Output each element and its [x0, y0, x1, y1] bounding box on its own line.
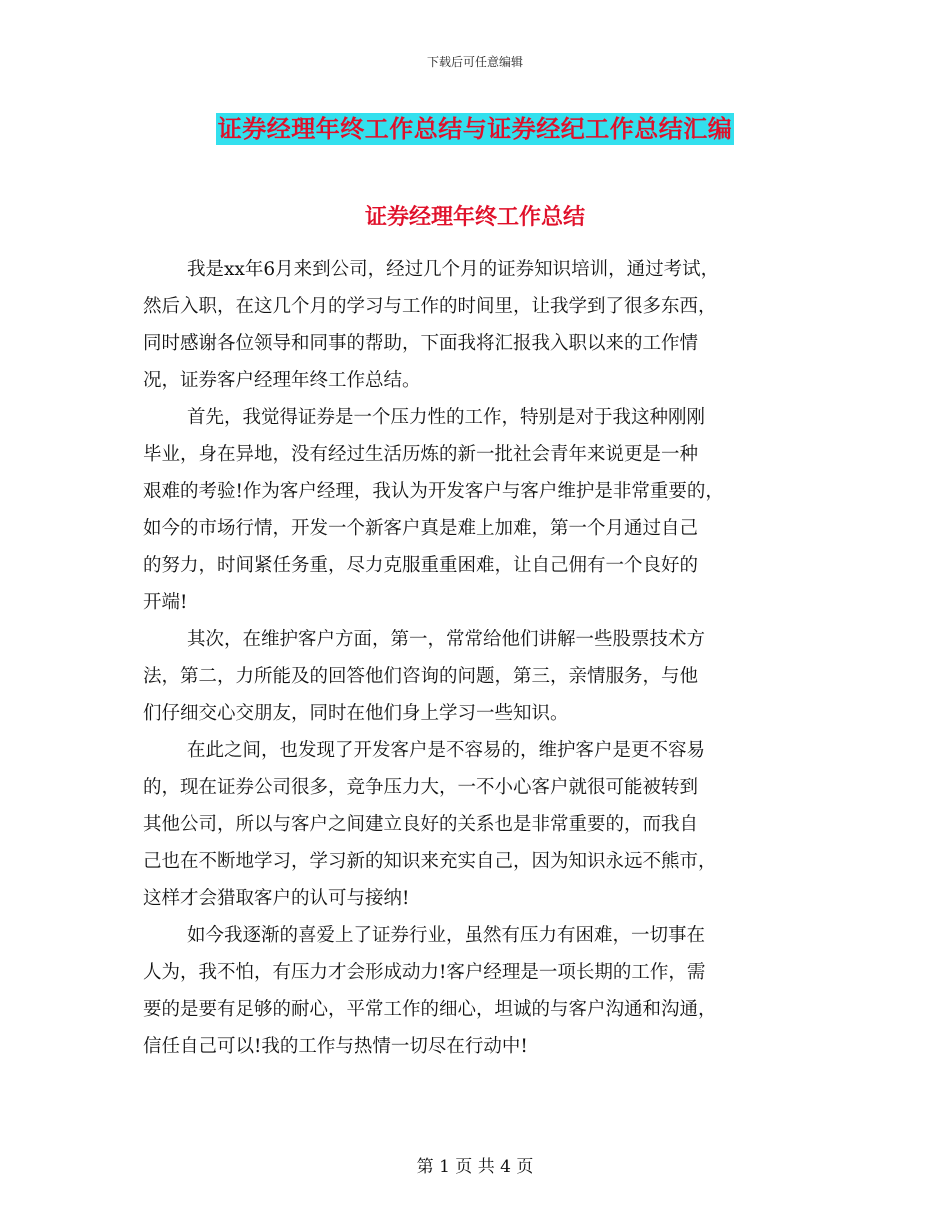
body-line: 这样才会猎取客户的认可与接纳!	[143, 888, 410, 909]
main-title-wrap	[0, 113, 950, 145]
body-line: 况，证券客户经理年终工作总结。	[143, 370, 421, 391]
body-line: 人为，我不怕，有压力才会形成动力!客户经理是一项长期的工作，需	[143, 962, 706, 983]
body-line: 毕业，身在异地，没有经过生活历炼的新一批社会青年来说更是一种	[143, 444, 699, 465]
body-line: 信任自己可以!我的工作与热情一切尽在行动中!	[143, 1036, 528, 1057]
body-line: 法，第二，力所能及的回答他们咨询的问题，第三，亲情服务，与他	[143, 666, 699, 687]
body-line: 首先，我觉得证券是一个压力性的工作，特别是对于我这种刚刚	[187, 407, 706, 428]
section-title: 证券经理年终工作总结	[364, 204, 585, 230]
body-line: 我是xx年6月来到公司，经过几个月的证券知识培训，通过考试，	[187, 259, 720, 280]
header-note: 下载后可任意编辑	[426, 55, 523, 69]
page-footer: 第 1 页 共 4 页	[416, 1157, 534, 1177]
body-line: 艰难的考验!作为客户经理，我认为开发客户与客户维护是非常重要的，	[143, 481, 724, 502]
document-title: 证券经理年终工作总结与证券经纪工作总结汇编	[217, 114, 733, 143]
body-line: 己也在不断地学习，学习新的知识来充实自己，因为知识永远不熊市，	[143, 851, 717, 872]
body-line: 的，现在证券公司很多，竞争压力大，一不小心客户就很可能被转到	[143, 777, 699, 798]
body-line: 如今的市场行情，开发一个新客户真是难上加难，第一个月通过自己	[143, 518, 699, 539]
body-line: 开端!	[143, 592, 188, 613]
document-body	[143, 251, 818, 1065]
body-line: 们仔细交心交朋友，同时在他们身上学习一些知识。	[143, 703, 569, 724]
body-line: 如今我逐渐的喜爱上了证券行业，虽然有压力有困难，一切事在	[187, 925, 706, 946]
body-line: 的努力，时间紧任务重，尽力克服重重困难，让自己佣有一个良好的	[143, 555, 699, 576]
body-line: 要的是要有足够的耐心，平常工作的细心，坦诚的与客户沟通和沟通，	[143, 999, 717, 1020]
body-line: 然后入职，在这几个月的学习与工作的时间里，让我学到了很多东西，	[143, 296, 717, 317]
body-line: 其他公司，所以与客户之间建立良好的关系也是非常重要的，而我自	[143, 814, 699, 835]
body-line: 同时感谢各位领导和同事的帮助，下面我将汇报我入职以来的工作情	[143, 333, 699, 354]
body-line: 其次，在维护客户方面，第一，常常给他们讲解一些股票技术方	[187, 629, 706, 650]
body-line: 在此之间，也发现了开发客户是不容易的，维护客户是更不容易	[187, 740, 706, 761]
